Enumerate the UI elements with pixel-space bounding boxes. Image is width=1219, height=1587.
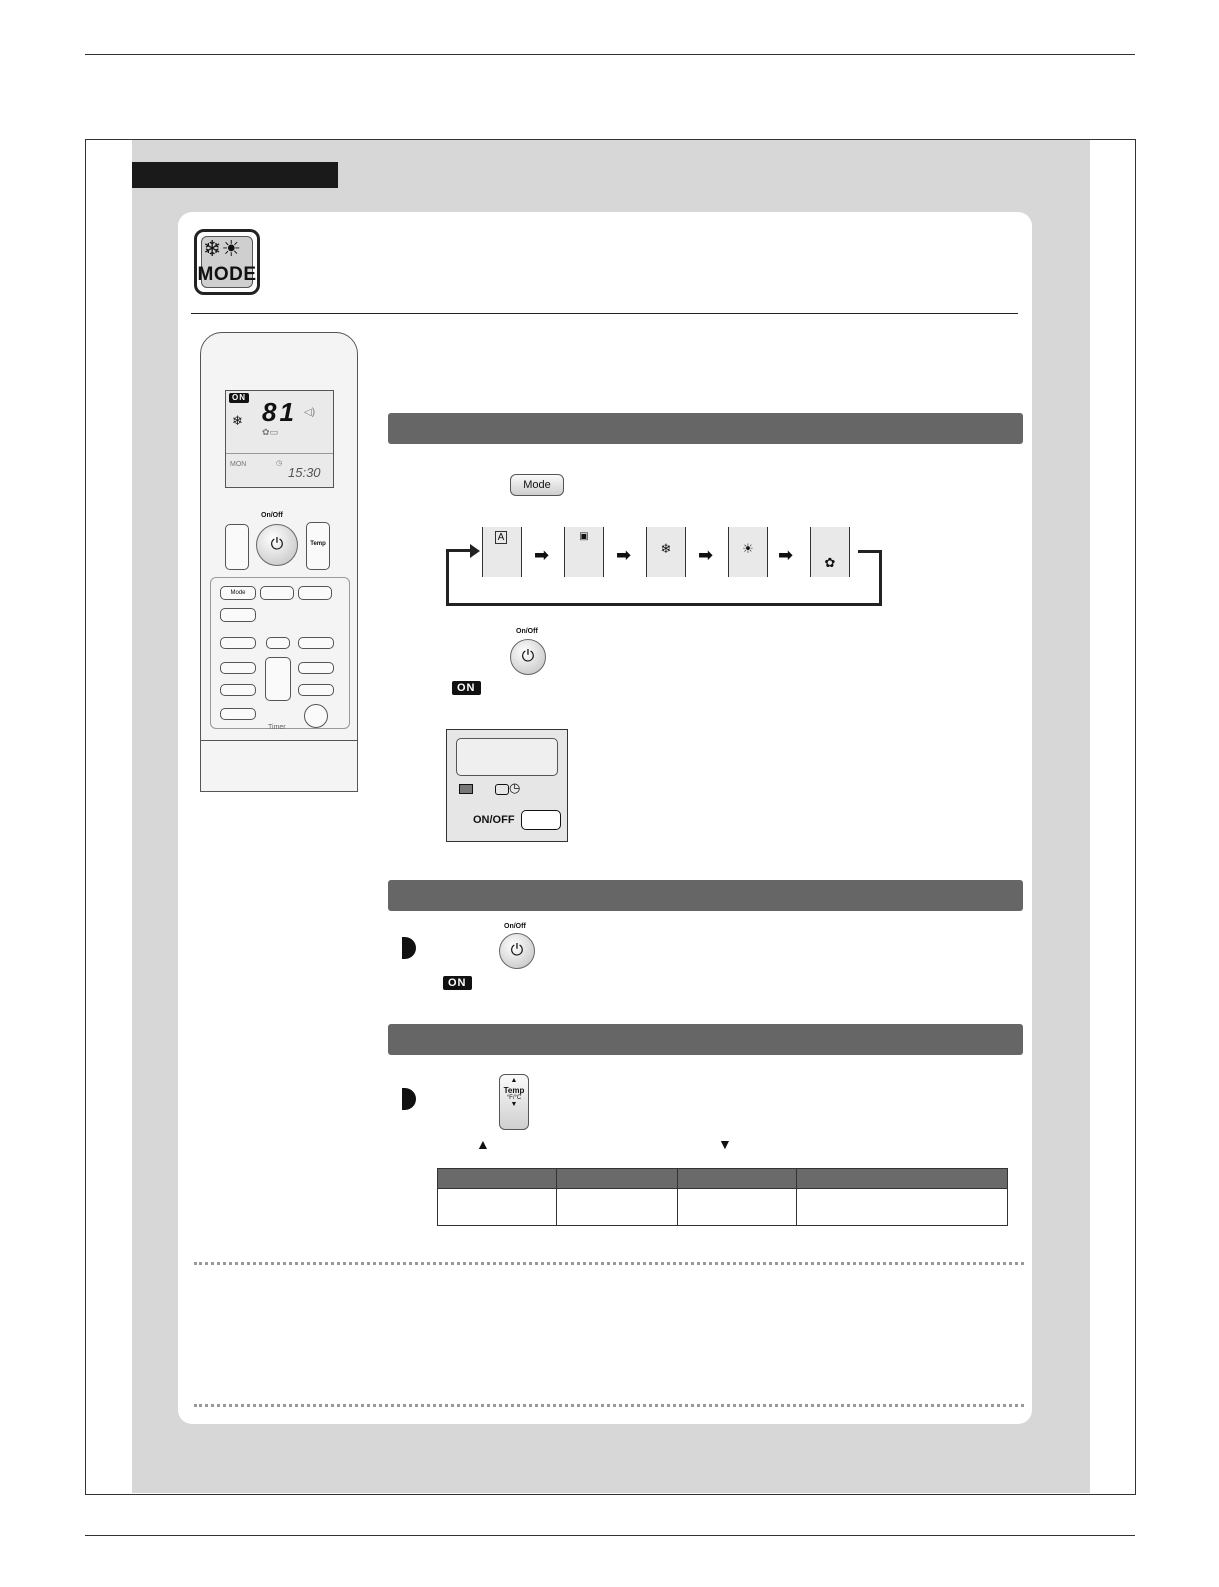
on-indicator-1: ON <box>452 681 481 695</box>
header-divider <box>191 313 1018 314</box>
remote-key-12[interactable] <box>298 684 334 696</box>
table-header-cell <box>557 1169 678 1189</box>
onoff-label-2: On/Off <box>504 923 526 930</box>
remote-key-13[interactable] <box>220 708 256 720</box>
fan-mode-icon: ✿ <box>824 555 836 570</box>
remote-key-4[interactable] <box>220 608 256 622</box>
remote-round-key[interactable] <box>304 704 328 728</box>
lcd-temperature: 81 <box>262 397 297 427</box>
table-cell <box>438 1189 557 1226</box>
temp-button-unit: °F/°C <box>506 1095 522 1101</box>
remote-onoff-label: On/Off <box>261 512 283 519</box>
panel-timer-icon: ◷ <box>509 780 521 795</box>
table-cell <box>557 1189 678 1226</box>
remote-mode-key[interactable] <box>220 586 256 600</box>
table-header-cell <box>678 1169 797 1189</box>
panel-onoff-button[interactable] <box>521 810 561 830</box>
onoff-button-1[interactable]: ⏻ <box>510 639 546 675</box>
mode-badge-label: MODE <box>197 264 257 285</box>
mode-button-label: Mode <box>523 479 551 491</box>
lcd-fan-icon: ✿▭ <box>262 427 279 437</box>
section-title-bar <box>132 162 338 188</box>
note-divider-bottom <box>194 1404 1024 1407</box>
down-arrow-indicator: ▼ <box>718 1136 732 1152</box>
mode-box-dry <box>564 527 604 577</box>
mode-arrow-4: ➡ <box>778 545 794 565</box>
section-bar-mode <box>388 413 1023 444</box>
remote-lcd <box>225 390 334 488</box>
temp-up-icon: ▲ <box>510 1077 518 1084</box>
cool-mode-icon: ❄ <box>660 541 672 556</box>
onoff-label-1: On/Off <box>516 628 538 635</box>
remote-key-11[interactable] <box>220 684 256 696</box>
mode-cycle-right-connector <box>858 550 882 553</box>
mode-arrow-2: ➡ <box>616 545 632 565</box>
lcd-on-badge: ON <box>229 393 249 403</box>
remote-left-key[interactable] <box>225 524 249 570</box>
panel-onoff-label: ON/OFF <box>473 814 515 826</box>
on-indicator-2: ON <box>443 976 472 990</box>
temperature-table <box>437 1168 1008 1226</box>
mode-arrow-3: ➡ <box>698 545 714 565</box>
lcd-divider <box>226 453 333 454</box>
remote-temp-key[interactable] <box>306 522 330 570</box>
heat-mode-icon: ☀ <box>742 541 754 556</box>
lcd-speaker-icon: ◁) <box>304 407 316 418</box>
temp-button-label: Temp <box>503 1086 525 1095</box>
temp-button[interactable] <box>499 1074 529 1130</box>
remote-control <box>200 332 358 792</box>
indoor-unit-panel <box>446 729 568 842</box>
up-arrow-indicator: ▲ <box>476 1136 490 1152</box>
remote-power-button[interactable]: ⏻ <box>256 524 298 566</box>
remote-key-8[interactable] <box>220 662 256 674</box>
remote-temp-label: Temp <box>310 541 326 547</box>
table-row <box>438 1189 1008 1226</box>
remote-bottom-rule <box>200 740 358 741</box>
remote-mode-label: Mode <box>230 590 246 596</box>
temp-down-icon: ▼ <box>510 1101 518 1108</box>
remote-key-9[interactable] <box>265 657 291 701</box>
table-cell <box>797 1189 1008 1226</box>
lcd-snowflake-icon: ❄ <box>232 413 243 428</box>
table-header-cell <box>797 1169 1008 1189</box>
lcd-day: MON <box>230 461 247 468</box>
auto-mode-icon: A <box>495 531 507 544</box>
mode-badge <box>194 229 260 295</box>
table-header-row <box>438 1169 1008 1189</box>
panel-led-icon <box>495 784 509 795</box>
table-cell <box>678 1189 797 1226</box>
mode-cycle-left-connector <box>446 549 472 552</box>
remote-timer-label: Timer <box>268 724 286 731</box>
cool-heat-icon: ❄☀ <box>203 236 242 261</box>
lcd-clock-icon: ◷ <box>276 460 283 467</box>
note-divider-top <box>194 1262 1024 1265</box>
section-bar-onoff <box>388 880 1023 911</box>
panel-display <box>456 738 558 776</box>
remote-key-10[interactable] <box>298 662 334 674</box>
remote-key-3[interactable] <box>298 586 332 600</box>
remote-key-7[interactable] <box>298 637 334 649</box>
mode-box-heat <box>728 527 768 577</box>
mode-box-fan <box>810 527 850 577</box>
section-bar-temp <box>388 1024 1023 1055</box>
mode-arrow-1: ➡ <box>534 545 550 565</box>
panel-blinking-led-icon <box>459 784 473 794</box>
bottom-rule <box>85 1535 1135 1536</box>
mode-button[interactable] <box>510 474 564 496</box>
dry-mode-icon: ▣ <box>579 531 589 542</box>
lcd-time: 15:30 <box>288 465 321 480</box>
onoff-button-2[interactable]: ⏻ <box>499 933 535 969</box>
remote-key-6[interactable] <box>266 637 290 649</box>
remote-key-5[interactable] <box>220 637 256 649</box>
remote-key-2[interactable] <box>260 586 294 600</box>
mode-box-cool <box>646 527 686 577</box>
table-header-cell <box>438 1169 557 1189</box>
top-rule <box>85 54 1135 55</box>
mode-box-auto <box>482 527 522 577</box>
